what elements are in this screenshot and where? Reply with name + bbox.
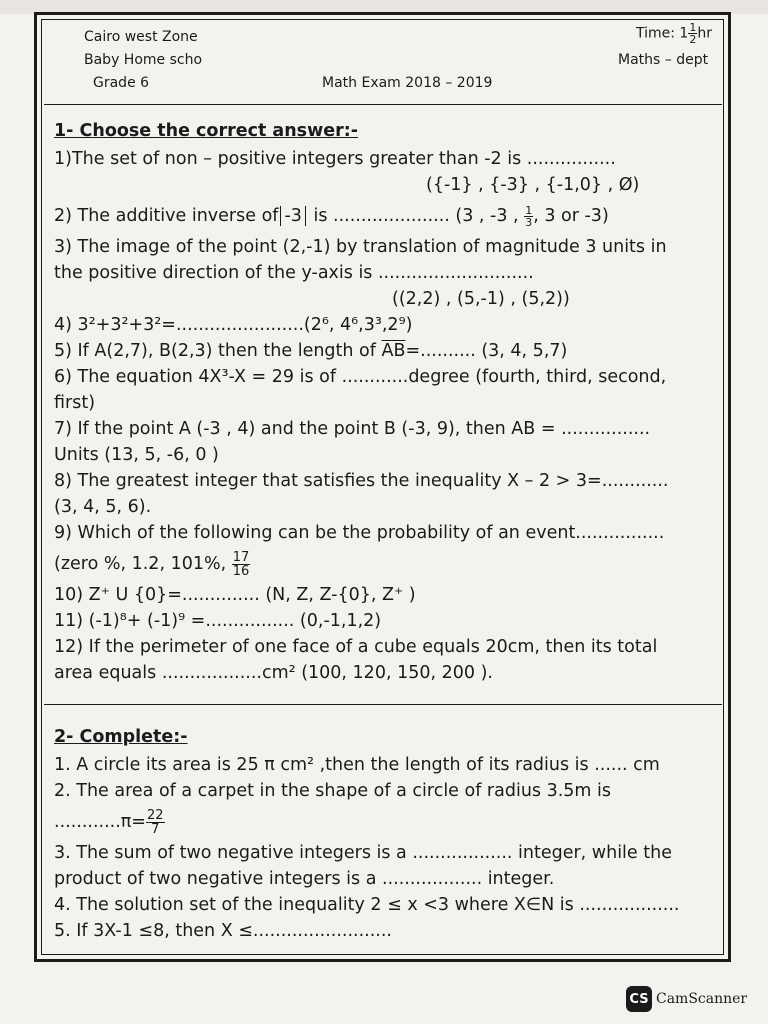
question-10: 10) Z⁺ U {0}=.............. (N, Z, Z-{0}, Z⁺ ) <box>54 585 416 605</box>
question-2 <box>54 198 714 234</box>
camscanner-logo-icon: CS <box>626 986 652 1012</box>
question-4: 4) 3²+3²+3²=.......................(2⁶, 4⁶,3³,2⁹) <box>54 315 413 335</box>
q5-segment: $\overline{AB}$ <box>381 341 406 361</box>
complete-4: 4. The solution set of the inequality 2 ≤ x <3 where X∈N is .................. <box>54 895 680 915</box>
q2-text-a: 2) The additive inverse of <box>54 206 279 226</box>
question-3-line-2: the positive direction of the y-axis is ............................ <box>54 263 534 283</box>
question-6-line-1: 6) The equation 4X³-X = 29 is of ............degree (fourth, third, second, <box>54 367 667 387</box>
complete-2-line-1: 2. The area of a carpet in the shape of a circle of radius 3.5m is <box>54 781 612 801</box>
question-3-line-1: 3) The image of the point (2,-1) by translation of magnitude 3 units in <box>54 237 667 257</box>
question-9-line-1: 9) Which of the following can be the probability of an event................ <box>54 523 665 543</box>
c2-text-b: ............π= <box>54 812 146 832</box>
question-5 <box>54 338 714 364</box>
question-12-line-1: 12) If the perimeter of one face of a cube equals 20cm, then its total <box>54 637 658 657</box>
question-8-line-2: (3, 4, 5, 6). <box>54 497 152 517</box>
complete-1: 1. A circle its area is 25 π cm² ,then the length of its radius is ...... cm <box>54 755 660 775</box>
complete-2-line-2 <box>54 804 714 840</box>
time-frac-num: 1 <box>689 21 697 34</box>
grade-label: Grade 6 <box>93 75 150 91</box>
question-6-line-2: first) <box>54 393 96 413</box>
complete-5: 5. If 3X-1 ≤8, then X ≤......................... <box>54 921 392 941</box>
q2-frac-den: 3 <box>525 215 533 229</box>
question-7-line-2: Units (13, 5, -6, 0 ) <box>54 445 219 465</box>
time-frac-den: 2 <box>689 33 697 46</box>
school-label: Baby Home scho <box>84 52 203 68</box>
question-11: 11) (-1)⁸+ (-1)⁹ =................ (0,-1,1,2) <box>54 611 382 631</box>
question-1-options: ({-1} , {-3} , {-1,0} , Ø) <box>426 175 640 195</box>
section-choose <box>54 118 714 686</box>
time-text: Time: 1 <box>636 25 689 42</box>
q2-text-b: is ..................... (3 , -3 , <box>313 206 519 226</box>
question-8-line-1: 8) The greatest integer that satisfies the inequality X – 2 > 3=............ <box>54 471 669 491</box>
exam-header <box>0 0 768 110</box>
q9-text-b: (zero %, 1.2, 101%, <box>54 554 227 574</box>
complete-3-line-1: 3. The sum of two negative integers is a .................. integer, while the <box>54 843 672 863</box>
q9-frac-num: 17 <box>232 549 250 565</box>
section-complete <box>54 724 714 944</box>
zone-label: Cairo west Zone <box>84 29 198 45</box>
q5-text-a: 5) If A(2,7), B(2,3) then the length of <box>54 341 376 361</box>
complete-3-line-2: product of two negative integers is a .................. integer. <box>54 869 555 889</box>
q2-abs-value: -3 <box>280 206 305 226</box>
question-7-line-1: 7) If the point A (-3 , 4) and the point B (-3, 9), then AB = ................ <box>54 419 651 439</box>
header-divider <box>44 104 722 105</box>
q5-text-b: =.......... (3, 4, 5,7) <box>405 341 568 361</box>
question-1: 1)The set of non – positive integers greater than -2 is ................ <box>54 149 616 169</box>
exam-title: Math Exam 2018 – 2019 <box>322 75 493 91</box>
time-unit: hr <box>697 25 712 42</box>
c2-frac-num: 22 <box>146 807 164 823</box>
q2-text-c: , 3 or -3) <box>533 206 609 226</box>
c2-frac-den: 7 <box>151 821 160 837</box>
time-label <box>636 22 712 45</box>
section-divider <box>44 704 722 705</box>
q2-frac-num: 1 <box>525 203 533 217</box>
dept-label: Maths – dept <box>618 52 709 68</box>
section-2-title: 2- Complete:- <box>54 727 188 747</box>
question-3-options: ((2,2) , (5,-1) , (5,2)) <box>392 289 570 309</box>
camscanner-watermark <box>626 986 747 1012</box>
question-9-line-2 <box>54 546 714 582</box>
q9-frac-den: 16 <box>232 563 250 579</box>
camscanner-brand: CamScanner <box>656 991 748 1007</box>
question-12-line-2: area equals ..................cm² (100, 120, 150, 200 ). <box>54 663 493 683</box>
section-1-title: 1- Choose the correct answer:- <box>54 121 359 141</box>
